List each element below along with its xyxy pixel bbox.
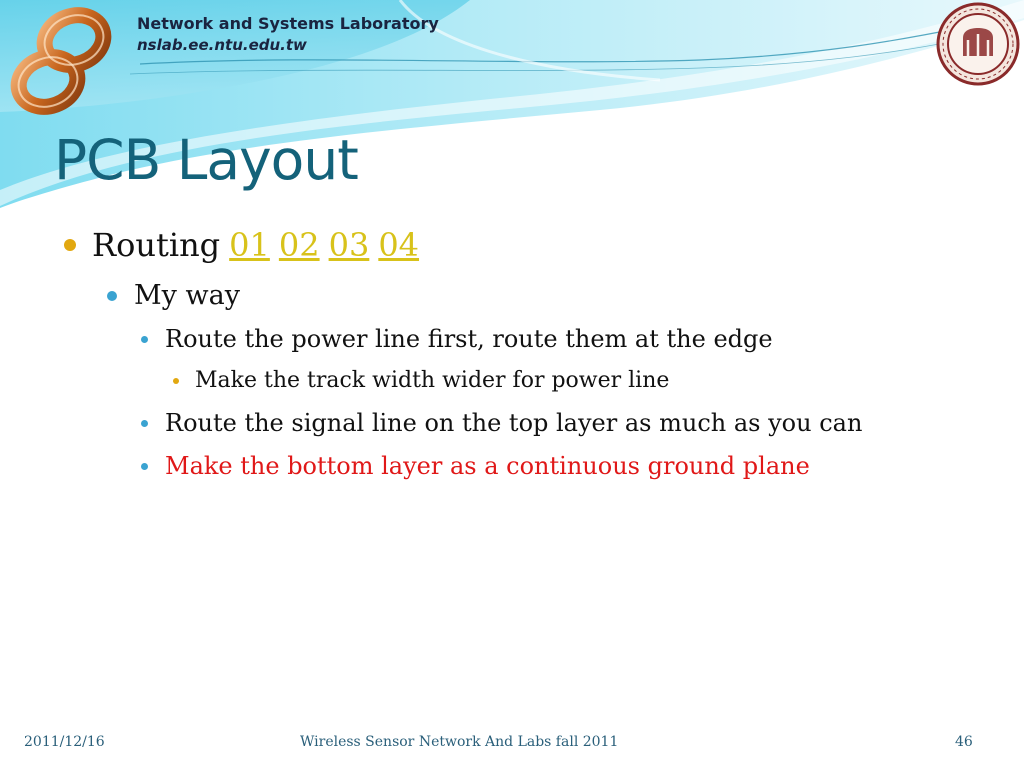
list-item-highlight	[141, 452, 810, 480]
my-way-label: My way	[134, 280, 240, 311]
bullet-dot-icon	[173, 378, 179, 384]
list-item-text: Route the signal line on the top layer as much as you can	[165, 409, 863, 437]
bullet-dot-icon	[64, 239, 76, 251]
slide-title: PCB Layout	[54, 128, 358, 192]
list-item-text: Make the bottom layer as a continuous ground plane	[165, 452, 810, 480]
bullet-dot-icon	[107, 291, 117, 301]
routing-bullet	[64, 226, 419, 264]
routing-label: Routing	[92, 226, 221, 264]
list-item	[141, 325, 773, 353]
footer-date: 2011/12/16	[24, 734, 105, 750]
bullet-dot-icon	[141, 463, 148, 470]
lab-name: Network and Systems Laboratory	[137, 14, 439, 33]
list-item	[141, 409, 862, 437]
my-way-bullet	[107, 280, 240, 311]
infinity-8-logo-icon	[8, 6, 120, 118]
list-item-text: Make the track width wider for power line	[195, 368, 670, 393]
bullet-dot-icon	[141, 336, 148, 343]
footer-course: Wireless Sensor Network And Labs fall 2011	[300, 734, 619, 750]
footer-page-number: 46	[955, 734, 973, 750]
routing-link-04[interactable]: 04	[378, 226, 420, 264]
university-seal-icon	[936, 2, 1020, 86]
list-item	[173, 368, 669, 393]
list-item-text: Route the power line first, route them at the edge	[165, 325, 773, 353]
lab-url: nslab.ee.ntu.edu.tw	[137, 36, 307, 54]
bullet-dot-icon	[141, 420, 148, 427]
routing-link-03[interactable]: 03	[328, 226, 370, 264]
routing-link-01[interactable]: 01	[229, 226, 270, 264]
routing-link-02[interactable]: 02	[278, 226, 320, 264]
